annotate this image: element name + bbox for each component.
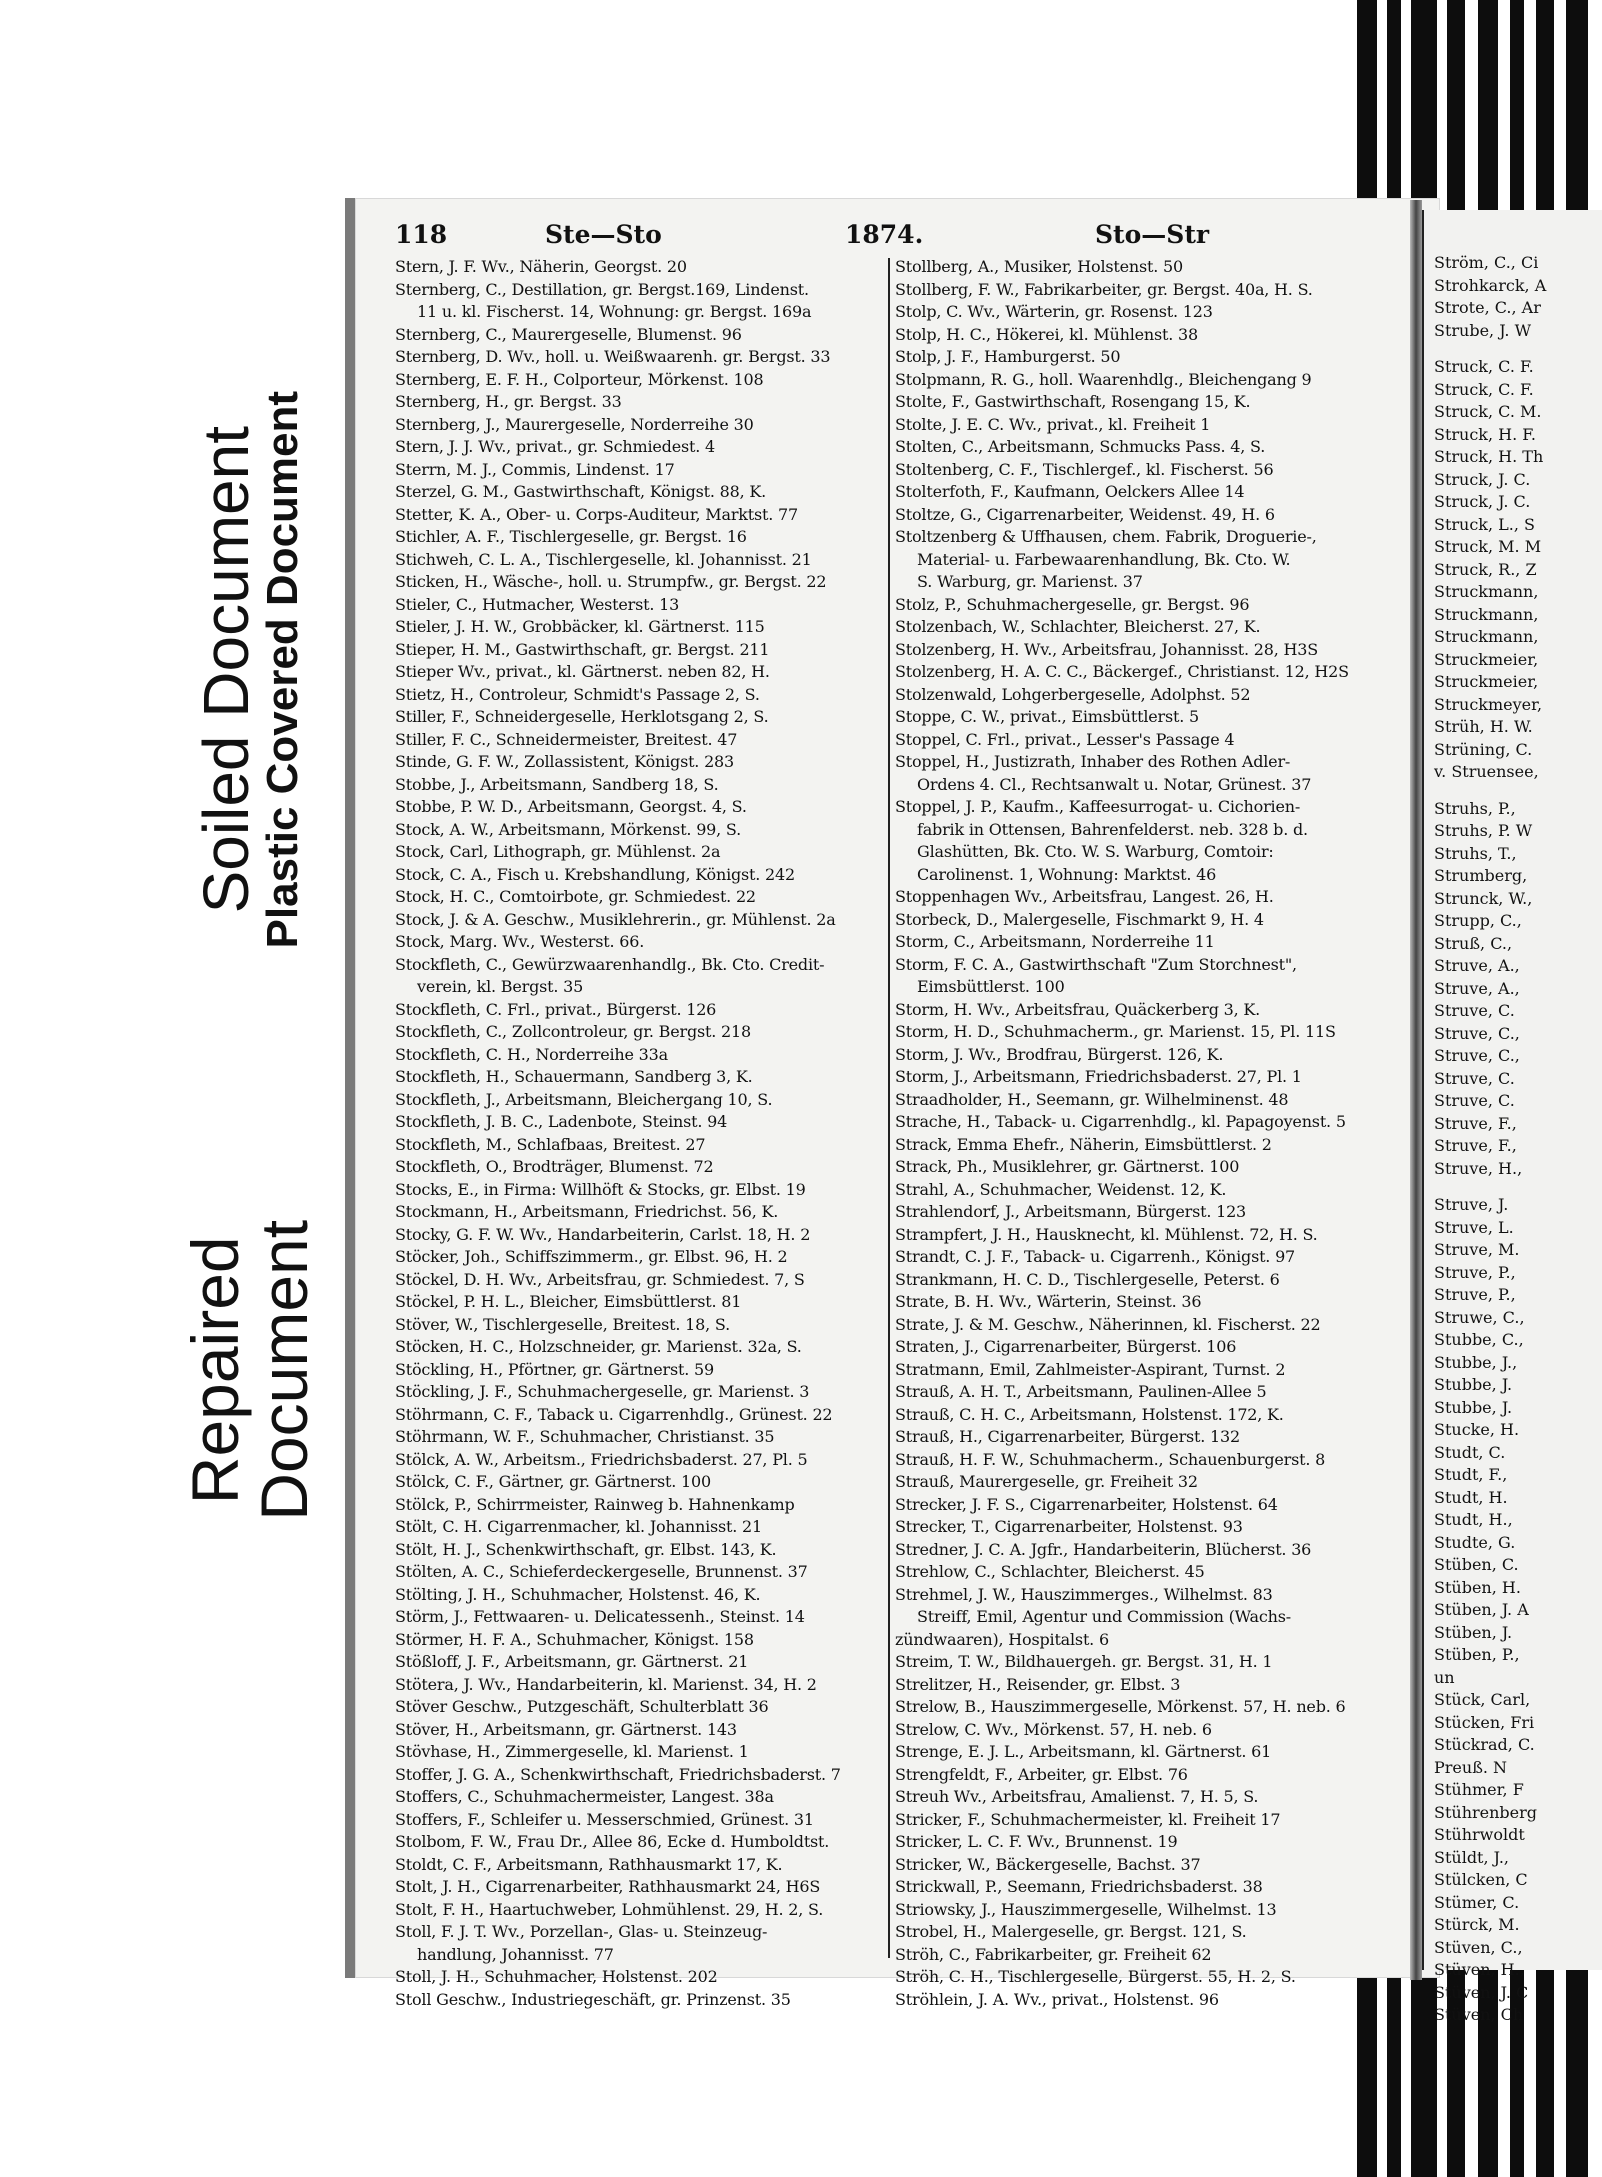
directory-entry: Struck, H. Th	[1434, 447, 1544, 466]
directory-entry: Struve, P.,	[1434, 1262, 1516, 1282]
directory-entry: Strankmann, H. C. D., Tischlergeselle, Peterst. 6	[895, 1269, 1280, 1289]
directory-entry: Stoppenhagen Wv., Arbeitsfrau, Langest. 26, H.	[895, 887, 1274, 906]
directory-entry: Stockfleth, J., Arbeitsmann, Bleichergang 10, S.	[395, 1089, 773, 1109]
directory-entry: Struve, C.	[1434, 1091, 1515, 1110]
directory-entry: Glashütten, Bk. Cto. W. S. Warburg, Comtoir:	[917, 842, 1274, 861]
directory-entry: Ordens 4. Cl., Rechtsanwalt u. Notar, Grünest. 37	[917, 774, 1312, 794]
directory-entry: Stoffers, C., Schuhmachermeister, Langest. 38a	[395, 1787, 774, 1806]
directory-entry: Strahlendorf, J., Arbeitsmann, Bürgerst. 123	[895, 1202, 1247, 1221]
directory-entry: Struckmann,	[1434, 582, 1539, 601]
directory-entry: Stockfleth, C., Gewürzwaarenhandlg., Bk. Cto. Credit-	[395, 954, 825, 974]
directory-entry: Stüven, Ch	[1434, 2005, 1524, 2024]
directory-entry: Studte, G.	[1434, 1532, 1516, 1552]
directory-entry: Störm, J., Fettwaaren- u. Delicatessenh., Steinst. 14	[395, 1607, 805, 1626]
directory-entry: Stöhrmann, C. F., Taback u. Cigarrenhdlg., Grünest. 22	[395, 1404, 833, 1424]
directory-entry: Stricker, F., Schuhmachermeister, kl. Freiheit 17	[895, 1809, 1281, 1829]
directory-entry: Struß, C.,	[1434, 933, 1513, 953]
directory-entry: Stoffer, J. G. A., Schenkwirthschaft, Friedrichsbaderst. 7	[395, 1764, 841, 1784]
directory-entry: Straten, J., Cigarrenarbeiter, Bürgerst. 106	[895, 1337, 1237, 1356]
directory-entry: Stinde, G. F. W., Zollassistent, Königst. 283	[395, 752, 735, 771]
directory-entry: Struck, J. C.	[1434, 469, 1531, 489]
directory-entry: Struve, F.,	[1434, 1136, 1517, 1155]
directory-entry: Sterzel, G. M., Gastwirthschaft, Königst. 88, K.	[395, 482, 767, 501]
directory-entry: fabrik in Ottensen, Bahrenfelderst. neb. 328 b. d.	[917, 819, 1308, 839]
directory-entry: Stöver Geschw., Putzgeschäft, Schulterblatt 36	[395, 1697, 769, 1716]
directory-entry: Stüben, J.	[1434, 1622, 1513, 1642]
directory-entry: Struhs, P. W	[1434, 821, 1533, 840]
directory-entry: Stührenberg	[1434, 1802, 1538, 1822]
directory-entry: Stockfleth, M., Schlafbaas, Breitest. 27	[395, 1134, 706, 1154]
directory-entry: Striowsky, J., Hauszimmergeselle, Wilhelmst. 13	[895, 1899, 1277, 1919]
directory-entry: Stolzenberg, H. A. C. C., Bäckergef., Christianst. 12, H2S	[895, 662, 1349, 681]
directory-entry: Stern, J. F. Wv., Näherin, Georgst. 20	[395, 257, 687, 276]
directory-entry: Stöckling, J. F., Schuhmachergeselle, gr. Marienst. 3	[395, 1382, 810, 1401]
directory-entry: Sternberg, H., gr. Bergst. 33	[395, 392, 622, 411]
directory-entry: Sternberg, J., Maurergeselle, Norderreihe 30	[395, 414, 754, 434]
directory-entry: Strobel, H., Malergeselle, gr. Bergst. 121, S.	[895, 1922, 1247, 1941]
directory-entry: Stieler, J. H. W., Grobbäcker, kl. Gärtnerst. 115	[395, 617, 765, 636]
page-header	[395, 220, 1425, 252]
directory-entry: Strack, Ph., Musiklehrer, gr. Gärtnerst. 100	[895, 1157, 1240, 1176]
directory-entry: Stock, C. A., Fisch u. Krebshandlung, Königst. 242	[395, 864, 795, 884]
directory-entry: Strate, B. H. Wv., Wärterin, Steinst. 36	[895, 1292, 1202, 1311]
directory-entry: Stockmann, H., Arbeitsmann, Friedrichst. 56, K.	[395, 1202, 779, 1221]
directory-entry: Struve, F.,	[1434, 1113, 1517, 1133]
directory-entry: Studt, H.,	[1434, 1510, 1513, 1529]
directory-entry: Storm, H. D., Schuhmacherm., gr. Marienst. 15, Pl. 11S	[895, 1022, 1336, 1041]
directory-entry: Stövhase, H., Zimmergeselle, kl. Marienst. 1	[395, 1742, 749, 1761]
directory-entry: Stock, Carl, Lithograph, gr. Mühlenst. 2a	[395, 842, 721, 861]
directory-entry: Stocky, G. F. W. Wv., Handarbeiterin, Carlst. 18, H. 2	[395, 1224, 811, 1244]
directory-entry: Stührwoldt	[1434, 1825, 1525, 1844]
directory-entry: Struve, C.,	[1434, 1046, 1520, 1065]
directory-entry: Stockfleth, J. B. C., Ladenbote, Steinst. 94	[395, 1112, 728, 1131]
directory-entry: Strumberg,	[1434, 866, 1528, 885]
directory-entry: Stolzenbach, W., Schlachter, Bleicherst. 27, K.	[895, 617, 1261, 636]
directory-entry: Stöhrmann, W. F., Schuhmacher, Christianst. 35	[395, 1427, 775, 1446]
directory-entry: Stürck, M.	[1434, 1915, 1520, 1934]
soiled-label-line2: Plastic Covered Document	[258, 391, 308, 949]
directory-entry: Strate, J. & M. Geschw., Näherinnen, kl. Fischerst. 22	[895, 1314, 1321, 1334]
directory-entry: Stölting, J. H., Schuhmacher, Holstenst. 46, K.	[395, 1584, 761, 1604]
directory-entry: Stolt, J. H., Cigarrenarbeiter, Rathhausmarkt 24, H6S	[395, 1877, 821, 1896]
directory-entry: Stetter, K. A., Ober- u. Corps-Auditeur, Marktst. 77	[395, 504, 798, 524]
directory-entry: Stüven, C.,	[1434, 1937, 1523, 1957]
directory-entry: Stoll, J. H., Schuhmacher, Holstenst. 202	[395, 1967, 718, 1986]
directory-entry: Stoldt, C. F., Arbeitsmann, Rathhausmarkt 17, K.	[395, 1854, 783, 1874]
soiled-document-label	[150, 350, 350, 990]
directory-entry: Strunck, W.,	[1434, 888, 1533, 908]
directory-entry: Stocks, E., in Firma: Willhöft & Stocks, gr. Elbst. 19	[395, 1179, 806, 1199]
directory-entry: Strupp, C.,	[1434, 911, 1522, 930]
directory-entry: Struve, M.	[1434, 1240, 1520, 1259]
directory-entry: Stockfleth, C. Frl., privat., Bürgerst. 126	[395, 999, 717, 1019]
directory-entry: Strehlow, C., Schlachter, Bleicherst. 45	[895, 1562, 1205, 1581]
directory-entry: Stubbe, J.	[1434, 1375, 1513, 1394]
directory-entry: Stolp, C. Wv., Wärterin, gr. Rosenst. 123	[895, 302, 1213, 321]
directory-entry: Stollberg, A., Musiker, Holstenst. 50	[895, 257, 1183, 276]
directory-entry: Stüven, J. C	[1434, 1982, 1529, 2002]
directory-page	[345, 198, 1440, 2009]
directory-entry: Strauß, H., Cigarrenarbeiter, Bürgerst. 132	[895, 1427, 1240, 1446]
directory-entry: Struhs, P.,	[1434, 798, 1516, 818]
directory-entry: Stüben, H.	[1434, 1577, 1521, 1597]
directory-entry: v. Struensee,	[1434, 762, 1539, 781]
directory-entry: Stiller, F., Schneidergeselle, Herklotsgang 2, S.	[395, 707, 769, 726]
directory-entry: Stöckel, D. H. Wv., Arbeitsfrau, gr. Schmiedest. 7, S	[395, 1269, 805, 1289]
directory-entry: S. Warburg, gr. Marienst. 37	[917, 572, 1143, 591]
directory-entry: Ströh, C., Fabrikarbeiter, gr. Freiheit 62	[895, 1944, 1212, 1964]
directory-entry: Stockfleth, O., Brodträger, Blumenst. 72	[395, 1157, 714, 1176]
repaired-label-line2: Document	[247, 1219, 321, 1521]
directory-entry: Storm, J., Arbeitsmann, Friedrichsbaderst. 27, Pl. 1	[895, 1067, 1302, 1086]
soiled-label-line1: Soiled Document	[190, 426, 263, 914]
directory-entry: Sternberg, E. F. H., Colporteur, Mörkenst. 108	[395, 369, 764, 389]
page-gutter	[1410, 200, 1422, 1980]
directory-entry: Stolte, J. E. C. Wv., privat., kl. Freiheit 1	[895, 414, 1211, 434]
directory-entry: Storm, H. Wv., Arbeitsfrau, Quäckerberg 3, K.	[895, 999, 1261, 1019]
directory-entry: Studt, F.,	[1434, 1465, 1508, 1484]
directory-entry: Stöckel, P. H. L., Bleicher, Eimsbüttlerst. 81	[395, 1292, 742, 1311]
directory-entry: Struve, P.,	[1434, 1285, 1516, 1304]
directory-entry: Strandt, C. J. F., Taback- u. Cigarrenh., Königst. 97	[895, 1247, 1296, 1266]
directory-entry: Streuh Wv., Arbeitsfrau, Amalienst. 7, H. 5, S.	[895, 1787, 1259, 1806]
directory-entry: Strauß, H. F. W., Schuhmacherm., Schauenburgerst. 8	[895, 1449, 1326, 1469]
directory-entry: Ström, C., Ci	[1434, 253, 1539, 272]
directory-entry: Ströhlein, J. A. Wv., privat., Holstenst. 96	[895, 1989, 1219, 2009]
directory-entry: Struckmeier,	[1434, 672, 1539, 691]
directory-entry: Stoltenberg, C. F., Tischlergef., kl. Fischerst. 56	[895, 459, 1274, 479]
directory-entry: Struckmeier,	[1434, 649, 1539, 669]
directory-entry: Stieper, H. M., Gastwirthschaft, gr. Bergst. 211	[395, 639, 770, 659]
directory-entry: Stoltze, G., Cigarrenarbeiter, Weidenst. 49, H. 6	[895, 504, 1275, 524]
directory-entry: Stolpmann, R. G., holl. Waarenhdlg., Bleichengang 9	[895, 369, 1312, 389]
directory-entry: Strelow, B., Hauszimmergeselle, Mörkenst. 57, H. neb. 6	[895, 1697, 1346, 1716]
directory-entry: Stubbe, C.,	[1434, 1330, 1524, 1349]
directory-entry: Stratmann, Emil, Zahlmeister-Aspirant, Turnst. 2	[895, 1359, 1286, 1379]
directory-entry: verein, kl. Bergst. 35	[417, 977, 584, 996]
directory-entry: Strampfert, J. H., Hausknecht, kl. Mühlenst. 72, H. S.	[895, 1224, 1318, 1244]
directory-entry: Stockfleth, H., Schauermann, Sandberg 3, K.	[395, 1067, 753, 1086]
directory-entry: Struve, L.	[1434, 1217, 1514, 1237]
header-right-range: Sto—Str	[1095, 220, 1210, 249]
directory-entry: Stoppel, C. Frl., privat., Lesser's Passage 4	[895, 729, 1235, 749]
directory-entry: Strenge, E. J. L., Arbeitsmann, kl. Gärtnerst. 61	[895, 1742, 1272, 1761]
directory-entry: Stöckling, H., Pförtner, gr. Gärtnerst. 59	[395, 1359, 714, 1379]
directory-entry: Streiff, Emil, Agentur und Commission (Wachs-	[917, 1607, 1291, 1626]
directory-entry: Stock, H. C., Comtoirbote, gr. Schmiedest. 22	[395, 887, 756, 906]
directory-entry: Stötera, J. Wv., Handarbeiterin, kl. Marienst. 34, H. 2	[395, 1674, 817, 1694]
directory-entry: Stollberg, F. W., Fabrikarbeiter, gr. Bergst. 40a, H. S.	[895, 279, 1313, 299]
directory-entry: Storm, F. C. A., Gastwirthschaft "Zum Storchnest",	[895, 954, 1297, 974]
directory-entry: Stoppel, J. P., Kaufm., Kaffeesurrogat- u. Cichorien-	[895, 797, 1301, 816]
header-left-range: Ste—Sto	[545, 220, 662, 249]
directory-entry: Strauß, Maurergeselle, gr. Freiheit 32	[895, 1472, 1198, 1491]
directory-entry: Stüldt, J.,	[1434, 1847, 1509, 1867]
directory-entry: Stüben, J. A	[1434, 1600, 1529, 1619]
directory-entry: Struwe, C.,	[1434, 1307, 1525, 1327]
directory-entry: Struckmeyer,	[1434, 694, 1543, 714]
directory-entry: Struck, C. M.	[1434, 402, 1542, 421]
directory-entry: Strack, Emma Ehefr., Näherin, Eimsbüttlerst. 2	[895, 1134, 1272, 1154]
directory-entry: Struck, J. C.	[1434, 492, 1531, 511]
directory-entry: Stölten, A. C., Schieferdeckergeselle, Brunnenst. 37	[395, 1562, 808, 1581]
directory-entry: Stoll Geschw., Industriegeschäft, gr. Prinzenst. 35	[395, 1989, 791, 2009]
directory-entry: Strüning, C.	[1434, 739, 1533, 759]
directory-entry: Struve, A.,	[1434, 978, 1520, 998]
directory-entry: Stolterfoth, F., Kaufmann, Oelckers Allee 14	[895, 482, 1245, 501]
directory-entry: Struck, M. M	[1434, 537, 1542, 556]
directory-entry: Struck, H. F.	[1434, 424, 1536, 444]
directory-entry: 11 u. kl. Fischerst. 14, Wohnung: gr. Bergst. 169a	[417, 302, 812, 321]
directory-entry: Stricker, W., Bäckergeselle, Bachst. 37	[895, 1854, 1201, 1874]
repaired-label-line1: Repaired	[177, 1236, 252, 1504]
directory-entry: Stern, J. J. Wv., privat., gr. Schmiedest. 4	[395, 437, 715, 456]
directory-entry: Struve, H.,	[1434, 1158, 1523, 1178]
directory-entry: Stüben, C.	[1434, 1555, 1519, 1574]
directory-entry: Sternberg, C., Destillation, gr. Bergst.169, Lindenst.	[395, 279, 809, 299]
directory-entry: Storm, C., Arbeitsmann, Norderreihe 11	[895, 932, 1215, 951]
directory-entry: Stock, Marg. Wv., Westerst. 66.	[395, 932, 645, 951]
next-page-edge	[1422, 210, 1602, 2024]
directory-entry: Stückrad, C.	[1434, 1735, 1535, 1754]
directory-entry: Stolbom, F. W., Frau Dr., Allee 86, Ecke d. Humboldtst.	[395, 1832, 830, 1851]
directory-entry: Stolt, F. H., Haartuchweber, Lohmühlenst. 29, H. 2, S.	[395, 1899, 824, 1919]
directory-entry: Material- u. Farbewaarenhandlung, Bk. Cto. W.	[917, 549, 1291, 569]
directory-entry: Stichler, A. F., Tischlergeselle, gr. Bergst. 16	[395, 527, 747, 546]
directory-entry: Struhs, T.,	[1434, 843, 1517, 863]
directory-entry: Stock, J. & A. Geschw., Musiklehrerin., gr. Mühlenst. 2a	[395, 909, 836, 929]
directory-entry: Struck, C. F.	[1434, 357, 1534, 376]
directory-entry: Stolte, F., Gastwirthschaft, Rosengang 15, K.	[895, 392, 1251, 411]
directory-entry: Strengfeldt, F., Arbeiter, gr. Elbst. 76	[895, 1764, 1188, 1784]
directory-entry: Strickwall, P., Seemann, Friedrichsbaderst. 38	[895, 1877, 1263, 1896]
directory-entry: Stredner, J. C. A. Jgfr., Handarbeiterin, Blücherst. 36	[895, 1539, 1312, 1559]
directory-entry: Stockfleth, C. H., Norderreihe 33a	[395, 1044, 668, 1064]
directory-entry: Stietz, H., Controleur, Schmidt's Passage 2, S.	[395, 684, 760, 704]
directory-entry: Sticken, H., Wäsche-, holl. u. Strumpfw., gr. Bergst. 22	[395, 572, 827, 591]
directory-entry: Struve, C.	[1434, 1068, 1515, 1088]
right-column	[895, 256, 1395, 2011]
page-number: 118	[395, 220, 448, 249]
directory-entry: Stockfleth, C., Zollcontroleur, gr. Bergst. 218	[395, 1022, 751, 1041]
directory-entry: Stoll, F. J. T. Wv., Porzellan-, Glas- u. Steinzeug-	[395, 1922, 768, 1941]
header-year: 1874.	[845, 220, 924, 249]
directory-entry: Stülcken, C	[1434, 1870, 1528, 1889]
directory-entry: Sternberg, D. Wv., holl. u. Weißwaarenh. gr. Bergst. 33	[395, 347, 831, 366]
directory-entry: Strelitzer, H., Reisender, gr. Elbst. 3	[895, 1674, 1181, 1694]
directory-entry: Stölck, C. F., Gärtner, gr. Gärtnerst. 100	[395, 1472, 711, 1491]
directory-entry: Stoppe, C. W., privat., Eimsbüttlerst. 5	[895, 707, 1199, 726]
directory-entry: Strecker, J. F. S., Cigarrenarbeiter, Holstenst. 64	[895, 1494, 1278, 1514]
directory-entry: Preuß. N	[1434, 1757, 1508, 1777]
directory-entry: Strube, J. W	[1434, 320, 1532, 340]
directory-entry: Stubbe, J.	[1434, 1397, 1513, 1417]
directory-entry: Stieper Wv., privat., kl. Gärtnerst. neben 82, H.	[395, 662, 770, 681]
directory-entry: Struve, C.,	[1434, 1023, 1520, 1043]
directory-entry: Strauß, A. H. T., Arbeitsmann, Paulinen-Allee 5	[895, 1382, 1267, 1401]
directory-entry: handlung, Johannisst. 77	[417, 1944, 614, 1964]
directory-entry: Stoltzenberg & Uffhausen, chem. Fabrik, Droguerie-,	[895, 527, 1317, 546]
directory-entry: Stöcken, H. C., Holzschneider, gr. Marienst. 32a, S.	[395, 1337, 802, 1356]
directory-entry: Störmer, H. F. A., Schuhmacher, Königst. 158	[395, 1629, 754, 1649]
directory-entry: Stölt, C. H. Cigarrenmacher, kl. Johannisst. 21	[395, 1517, 763, 1536]
directory-entry: Stück, Carl,	[1434, 1690, 1531, 1709]
directory-entry: zündwaaren), Hospitalst. 6	[895, 1629, 1109, 1649]
directory-entry: Stüven, H.,	[1434, 1960, 1525, 1979]
directory-entry: Stolten, C., Arbeitsmann, Schmucks Pass. 4, S.	[895, 437, 1266, 456]
directory-entry: Struck, C. F.	[1434, 379, 1534, 399]
repaired-document-label	[145, 1110, 355, 1630]
directory-entry: Streim, T. W., Bildhauergeh. gr. Bergst. 31, H. 1	[895, 1652, 1273, 1671]
directory-entry: Strecker, T., Cigarrenarbeiter, Holstenst. 93	[895, 1517, 1243, 1536]
directory-entry: Sterrn, M. J., Commis, Lindenst. 17	[395, 459, 675, 479]
directory-entry: Strohkarck, A	[1434, 275, 1547, 295]
directory-entry: Stölt, H. J., Schenkwirthschaft, gr. Elbst. 143, K.	[395, 1539, 777, 1559]
directory-entry: Stiller, F. C., Schneidermeister, Breitest. 47	[395, 729, 738, 749]
directory-entry: Stock, A. W., Arbeitsmann, Mörkenst. 99, S.	[395, 819, 742, 839]
directory-entry: Storbeck, D., Malergeselle, Fischmarkt 9, H. 4	[895, 909, 1264, 929]
directory-entry: Stricker, L. C. F. Wv., Brunnenst. 19	[895, 1832, 1178, 1851]
directory-entry: Stößloff, J. F., Arbeitsmann, gr. Gärtnerst. 21	[395, 1652, 749, 1671]
directory-entry: Stoppel, H., Justizrath, Inhaber des Rothen Adler-	[895, 752, 1291, 771]
directory-entry: Stolp, H. C., Hökerei, kl. Mühlenst. 38	[895, 324, 1199, 344]
directory-entry: Stölck, A. W., Arbeitsm., Friedrichsbaderst. 27, Pl. 5	[395, 1449, 808, 1469]
directory-entry: Stücken, Fri	[1434, 1712, 1535, 1732]
directory-entry: Struck, L., S	[1434, 514, 1536, 534]
directory-entry: Strüh, H. W.	[1434, 717, 1533, 736]
directory-entry: Eimsbüttlerst. 100	[917, 977, 1065, 996]
directory-entry: Stölck, P., Schirrmeister, Rainweg b. Hahnenkamp	[395, 1494, 795, 1514]
directory-entry: Struckmann,	[1434, 627, 1539, 646]
directory-entry: Stoffers, F., Schleifer u. Messerschmied, Grünest. 31	[395, 1809, 814, 1829]
directory-entry: Struve, C.	[1434, 1001, 1515, 1020]
directory-entry: Strahl, A., Schuhmacher, Weidenst. 12, K.	[895, 1179, 1227, 1199]
directory-entry: Stolp, J. F., Hamburgerst. 50	[895, 347, 1121, 366]
directory-entry: Struve, J.	[1434, 1195, 1509, 1214]
directory-entry: Stieler, C., Hutmacher, Westerst. 13	[395, 594, 680, 614]
directory-entry: Stichweh, C. L. A., Tischlergeselle, kl. Johannisst. 21	[395, 549, 812, 569]
directory-entry: Stüben, P.,	[1434, 1645, 1520, 1664]
directory-entry: Strache, H., Taback- u. Cigarrenhdlg., kl. Papagoyenst. 5	[895, 1112, 1346, 1131]
directory-entry: Ströh, C. H., Tischlergeselle, Bürgerst. 55, H. 2, S.	[895, 1967, 1296, 1986]
directory-entry: Strehmel, J. W., Hauszimmerges., Wilhelmst. 83	[895, 1584, 1273, 1604]
directory-entry: un	[1434, 1667, 1455, 1687]
directory-entry: Studt, H.	[1434, 1487, 1508, 1507]
directory-entry: Stühmer, F	[1434, 1780, 1524, 1799]
directory-entry: Stobbe, J., Arbeitsmann, Sandberg 18, S.	[395, 774, 719, 794]
directory-entry: Carolinenst. 1, Wohnung: Marktst. 46	[917, 864, 1217, 884]
left-column	[395, 256, 885, 2011]
directory-entry: Struckmann,	[1434, 604, 1539, 624]
directory-entry: Stöver, H., Arbeitsmann, gr. Gärtnerst. 143	[395, 1719, 737, 1739]
directory-entry: Studt, C.	[1434, 1442, 1506, 1462]
directory-entry: Stobbe, P. W. D., Arbeitsmann, Georgst. 4, S.	[395, 797, 747, 816]
directory-entry: Strauß, C. H. C., Arbeitsmann, Holstenst. 172, K.	[895, 1404, 1284, 1424]
next-page-column	[1424, 252, 1602, 2027]
directory-entry: Sternberg, C., Maurergeselle, Blumenst. 96	[395, 324, 742, 344]
directory-entry: Storm, J. Wv., Brodfrau, Bürgerst. 126, K.	[895, 1044, 1224, 1064]
column-divider	[888, 258, 890, 1958]
directory-entry: Stubbe, J.,	[1434, 1352, 1518, 1372]
directory-entry: Stolzenwald, Lohgerbergeselle, Adolphst. 52	[895, 684, 1251, 704]
directory-entry: Stolzenberg, H. Wv., Arbeitsfrau, Johannisst. 28, H3S	[895, 639, 1319, 659]
directory-entry: Struve, A.,	[1434, 956, 1520, 975]
directory-entry: Stümer, C.	[1434, 1892, 1520, 1912]
directory-entry: Straadholder, H., Seemann, gr. Wilhelminenst. 48	[895, 1089, 1289, 1109]
directory-entry: Strote, C., Ar	[1434, 298, 1541, 317]
directory-entry: Stucke, H.	[1434, 1420, 1520, 1439]
directory-entry: Stolz, P., Schuhmachergeselle, gr. Bergst. 96	[895, 594, 1250, 614]
directory-entry: Stöver, W., Tischlergeselle, Breitest. 18, S.	[395, 1314, 730, 1334]
directory-entry: Strelow, C. Wv., Mörkenst. 57, H. neb. 6	[895, 1719, 1212, 1739]
directory-entry: Stöcker, Joh., Schiffszimmerm., gr. Elbst. 96, H. 2	[395, 1247, 788, 1266]
directory-entry: Struck, R., Z	[1434, 559, 1537, 579]
